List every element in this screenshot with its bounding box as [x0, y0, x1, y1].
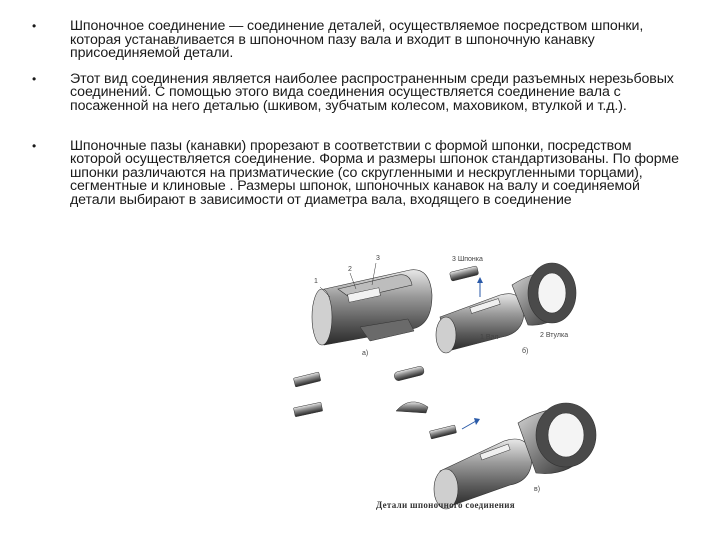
bullet-marker: • [32, 71, 37, 86]
label-part-2: 2 [348, 266, 352, 273]
label-part-1: 1 [314, 278, 318, 285]
bullet-marker: • [32, 19, 37, 33]
exploded-parts-drawing [436, 263, 576, 353]
key-joint-figure [290, 245, 690, 525]
label-part-3: 3 [376, 255, 380, 262]
bullet-item-usage [26, 70, 686, 114]
figure-caption: Детали шпоночного соединения [376, 500, 515, 510]
bullet-item-definition [26, 20, 686, 61]
bullet-text: Шпоночные пазы (канавки) прорезают в соответствии с формой шпонки, посредством которой осуществляется соединение. Форма и размеры шпонок стандартизованы. По форме шпонки различаются на призматические (со скругленными и нескругленными торцами), сегментные и клиновые . Размеры шпонок, шпоночных канавок на валу и соединяемой детали выбирают в зависимости от диаметра вала, входящего в соединение [70, 137, 679, 208]
label-hub: 2 Втулка [540, 332, 569, 339]
label-view-c: в) [534, 486, 541, 493]
label-shaft: 1 Вал [480, 334, 499, 341]
bullet-text: Шпоночное соединение — соединение деталей, осуществляемое посредством шпонки, которая устанавливается в шпоночном пазу вала и входит в шпоночную канавку присоединяемой детали. [70, 18, 644, 62]
label-key: 3 Шпонка [452, 256, 483, 263]
label-view-b: б) [522, 348, 529, 355]
bullet-text: Этот вид соединения является наиболее распространенным среди разъемных нерезьбовых соединений. С помощью этого вида соединения осуществляется соединение вала с посаженной на него деталью (шкивом, зубчатым колесом, маховиком, втулкой и т.д.). [70, 70, 674, 114]
bullet-item-keyways [26, 137, 686, 208]
label-view-a: а) [362, 350, 369, 357]
exploded-assembly-c-drawing [429, 403, 596, 509]
key-types-drawing [293, 365, 428, 416]
assembled-shaft-drawing [312, 263, 432, 345]
bullet-list [26, 20, 686, 208]
bullet-marker: • [32, 138, 37, 153]
